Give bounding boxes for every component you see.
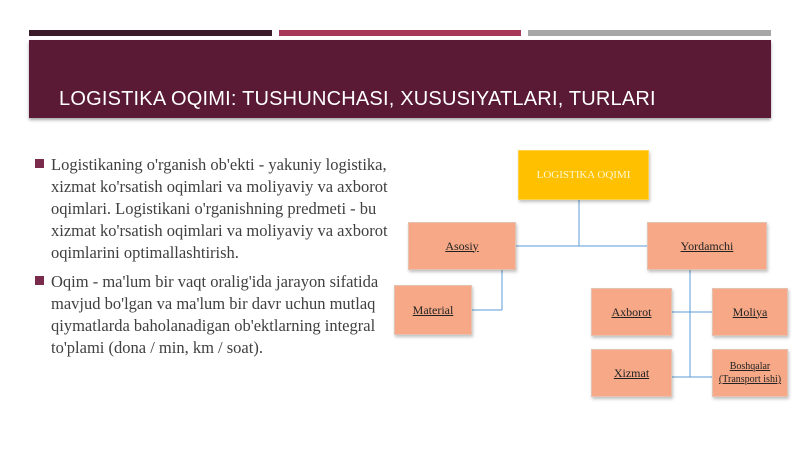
slide-title: LOGISTIKA OQIMI: TUSHUNCHASI, XUSUSIYATLARI, TURLARI <box>59 88 656 110</box>
node-logistika-oqimi: LOGISTIKA OQIMI <box>518 150 649 200</box>
bullet-text: Oqim - ma'lum bir vaqt oralig'ida jarayon sifatida mavjud bo'lgan va ma'lum bir davr uchun mutlaq qiymatlarda baholanadigan ob'ektlarning integral to'plami (dona / min, km / soat). <box>51 272 379 357</box>
node-axborot: Axborot <box>591 288 672 336</box>
node-xizmat: Xizmat <box>591 349 672 397</box>
node-yordamchi: Yordamchi <box>647 222 767 270</box>
node-boshqalar: Boshqalar (Transport ishi) <box>712 349 788 397</box>
node-material: Material <box>394 285 472 335</box>
node-moliya: Moliya <box>712 288 788 336</box>
bullet-text: Logistikaning o'rganish ob'ekti - yakuniy logistika, xizmat ko'rsatish oqimlari va moliyaviy va axborot oqimlari. Logistikani o'rganishning predmeti - bu xizmat ko'rsatish oqimlari va moliyaviy va axborot oqimlarini optimallashtirish. <box>51 155 388 262</box>
node-asosiy: Asosiy <box>408 222 516 270</box>
